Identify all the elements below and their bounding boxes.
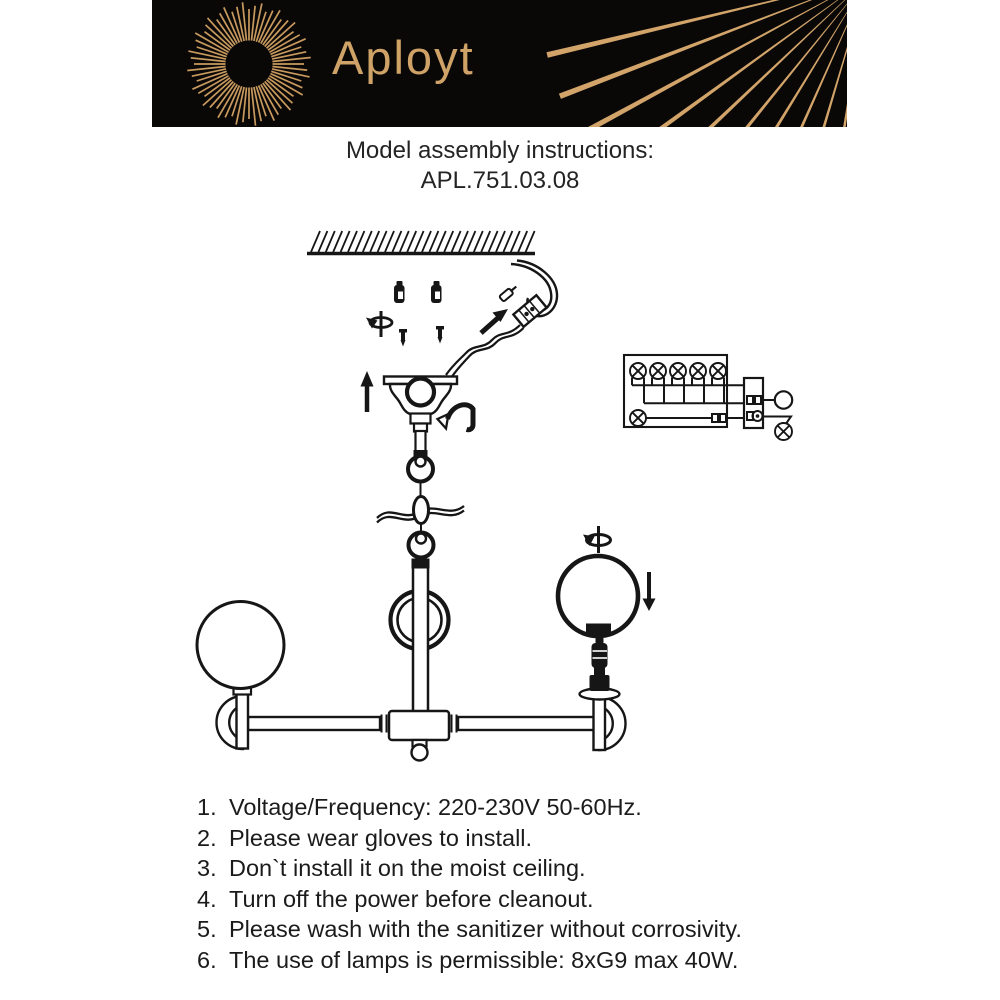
list-item bbox=[197, 884, 877, 915]
g9-socket bbox=[590, 638, 610, 692]
center-junction-box bbox=[389, 711, 449, 740]
up-right-arrow-icon bbox=[481, 309, 508, 333]
item-number: 1. bbox=[197, 794, 217, 820]
model-number: APL.751.03.08 bbox=[420, 167, 580, 194]
up-arrow-icon bbox=[361, 371, 374, 412]
small-screw-icon bbox=[499, 284, 518, 302]
finial-ball bbox=[412, 745, 428, 761]
list-item bbox=[197, 853, 877, 884]
item-text: Please wear gloves to install. bbox=[229, 824, 533, 851]
list-item bbox=[197, 792, 877, 823]
terminal-connector bbox=[513, 295, 546, 327]
ceiling-hatch bbox=[307, 231, 535, 254]
horizontal-bar bbox=[248, 711, 594, 761]
list-item bbox=[197, 945, 877, 976]
page-title: Model assembly instructions: bbox=[345, 137, 655, 164]
corner-rays-icon bbox=[547, 0, 848, 127]
instruction-list bbox=[197, 792, 877, 975]
chain-links bbox=[377, 450, 464, 558]
glass-globe bbox=[197, 602, 284, 689]
center-rod bbox=[391, 559, 449, 716]
rotate-icon bbox=[366, 311, 392, 337]
header-banner bbox=[152, 0, 847, 127]
wall-anchor-icons bbox=[394, 281, 442, 303]
item-number: 6. bbox=[197, 946, 217, 973]
hook-arrow-icon bbox=[438, 405, 474, 430]
wiring-schematic bbox=[624, 355, 792, 440]
lamp-symbols bbox=[630, 363, 792, 440]
item-number: 4. bbox=[197, 885, 217, 912]
item-text: The use of lamps is permissible: 8xG9 max 40W. bbox=[229, 946, 739, 973]
screw-icons bbox=[399, 326, 444, 347]
item-number: 3. bbox=[197, 855, 217, 881]
item-number: 5. bbox=[197, 916, 217, 942]
list-item bbox=[197, 914, 877, 945]
brand-logo-text: Aployt bbox=[332, 31, 475, 84]
title-block bbox=[0, 136, 1000, 196]
item-text: Please wash with the sanitizer without corrosivity. bbox=[229, 916, 742, 942]
list-item bbox=[197, 823, 877, 854]
item-text: Voltage/Frequency: 220-230V 50-60Hz. bbox=[229, 794, 642, 820]
item-text: Don`t install it on the moist ceiling. bbox=[229, 855, 586, 881]
banner-graphics bbox=[152, 0, 847, 127]
terminal-block bbox=[744, 378, 792, 428]
item-text: Turn off the power before cleanout. bbox=[229, 885, 594, 912]
item-number: 2. bbox=[197, 824, 217, 851]
down-arrow-icon bbox=[643, 572, 656, 611]
rotate-icon-sphere bbox=[583, 526, 611, 553]
sunburst-icon bbox=[187, 2, 310, 125]
assembly-diagram bbox=[150, 200, 850, 800]
